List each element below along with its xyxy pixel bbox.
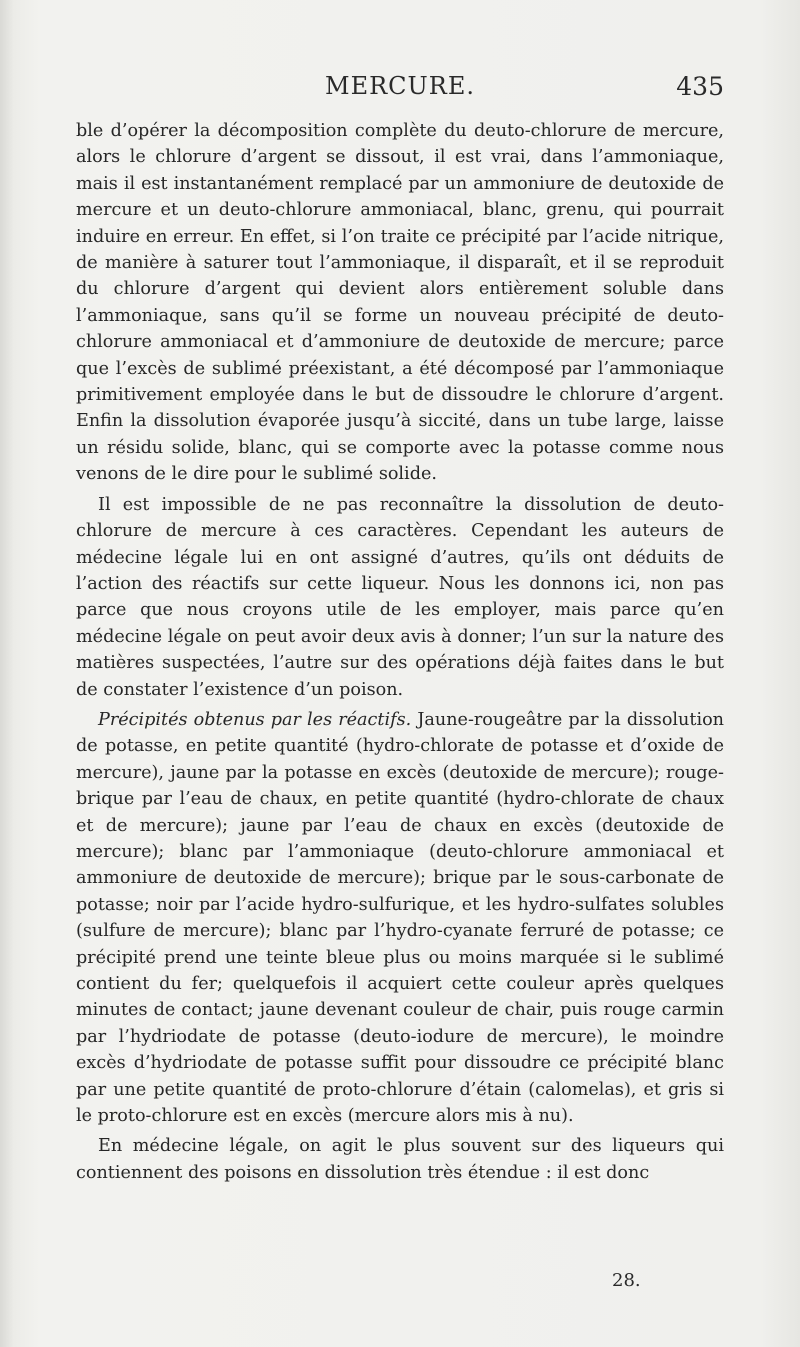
page-number: 435 xyxy=(676,72,724,101)
reagents-body: Jaune-rougeâtre par la dissolution de potasse, en petite quantité (hydro-chlorate de potasse et d’oxide de mercure), jaune par la potasse en excès (deutoxide de mercure); rouge-brique par l’eau de chaux, en petite quantité (hydro-chlorate de chaux et de mercure); jaune par l’eau de chaux en excès (deutoxide de mercure); blanc par l’ammoniaque (deuto-chlorure ammoniacal et ammoniure de deutoxide de mercure); brique par le sous-carbonate de potasse; noir par l’acide hydro-sulfurique, et les hydro-sulfates solubles (sulfure de mercure); blanc par l’hydro-cyanate ferruré de potasse; ce précipité prend une teinte bleue plus ou moins marquée si le sublimé contient du fer; quelquefois il acquiert cette couleur après quelques minutes de contact; jaune devenant couleur de chair, puis rouge carmin par l’hydriodate de potasse (deuto-iodure de mercure), le moindre excès d’hydriodate de potasse suffit pour dissoudre ce précipité blanc par une petite quantité de proto-chlorure d’étain (calomelas), et gris si le proto-chlorure est en excès (mercure alors mis à nu). xyxy=(76,709,724,1127)
paragraph-reagents xyxy=(76,707,724,1130)
paragraph-legal-medicine: En médecine légale, on agit le plus souvent sur des liqueurs qui contiennent des poisons en dissolution très étendue : il est donc xyxy=(76,1136,724,1183)
running-title: MERCURE. xyxy=(325,72,475,100)
page-header xyxy=(76,72,724,108)
paragraph-continuation: ble d’opérer la décomposition complète du deuto-chlorure de mercure, alors le chlorure d’argent se dissout, il est vrai, dans l’ammoniaque, mais il est instantanément remplacé par un ammoniure de deutoxide de mercure et un deuto-chlorure ammoniacal, blanc, grenu, qui pourrait induire en erreur. En effet, si l’on traite ce précipité par l’acide nitrique, de manière à saturer tout l’ammoniaque, il disparaît, et il se reproduit du chlorure d’argent qui devient alors entièrement soluble dans l’ammoniaque, sans qu’il se forme un nouveau précipité de deuto-chlorure ammoniacal et d’ammoniure de deutoxide de mercure; parce que l’excès de sublimé préexistant, a été décomposé par l’ammoniaque primitivement employée dans le but de dissoudre le chlorure d’argent. Enfin la dissolution évaporée jusqu’à siccité, dans un tube large, laisse un résidu solide, blanc, qui se comporte avec la potasse comme nous venons de le dire pour le sublimé solide. xyxy=(76,121,724,485)
signature-mark: 28. xyxy=(612,1270,641,1291)
paragraph-characters: Il est impossible de ne pas reconnaître la dissolution de deuto-chlorure de mercure à ces caractères. Cependant les auteurs de médecine légale lui en ont assigné d’autres, qu’ils ont déduits de l’action des réactifs sur cette liqueur. Nous les donnons ici, non pas parce que nous croyons utile de les employer, mais parce qu’en médecine légale on peut avoir deux avis à donner; l’un sur la nature des matières suspectées, l’autre sur des opérations déjà faites dans le but de constater l’existence d’un poison. xyxy=(76,494,724,700)
body-text xyxy=(76,118,724,1186)
reagents-heading: Précipités obtenus par les réactifs. xyxy=(98,709,412,730)
